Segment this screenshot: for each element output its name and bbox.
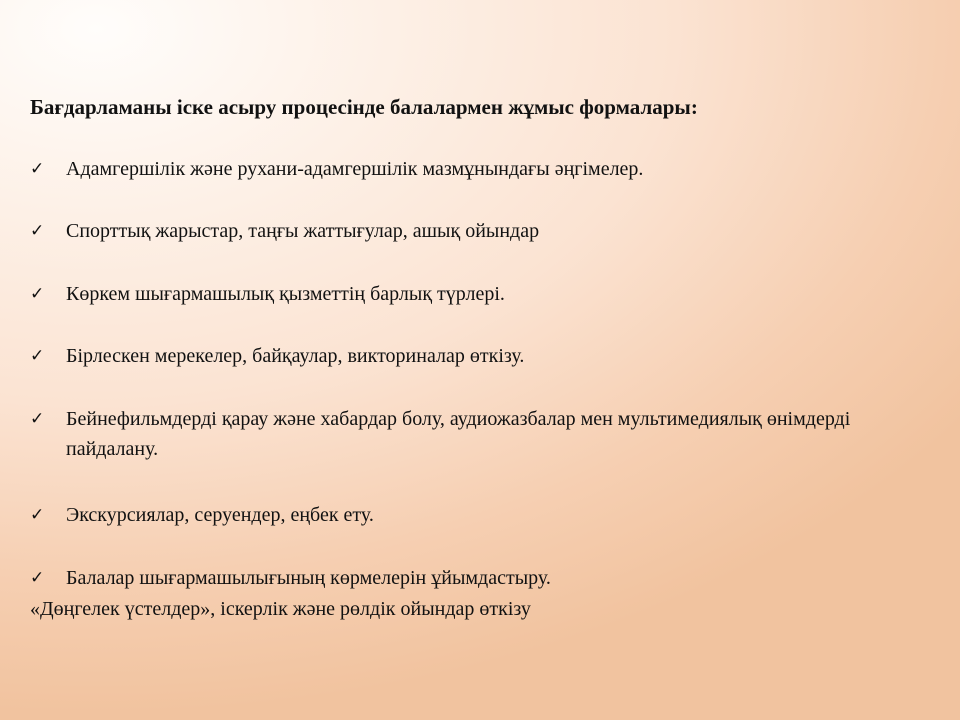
list-item xyxy=(30,154,930,184)
checkmark-icon: ✓ xyxy=(30,221,45,241)
list-item-text: Бірлескен мерекелер, байқаулар, викториналар өткізу. xyxy=(66,345,525,367)
list-item-text: Көркем шығармашылық қызметтің барлық түрлері. xyxy=(66,283,505,305)
list-item-text: Балалар шығармашылығының көрмелерін ұйымдастыру. xyxy=(66,567,551,589)
checkmark-icon: ✓ xyxy=(30,409,45,429)
list-item xyxy=(30,404,930,464)
slide-title: Бағдарламаны іске асыру процесінде балалармен жұмыс формалары: xyxy=(30,95,698,119)
list-item-text: Адамгершілік және рухани-адамгершілік мазмұнындағы әңгімелер. xyxy=(66,158,644,180)
list-item xyxy=(30,341,930,371)
checkmark-icon: ✓ xyxy=(30,568,45,588)
footer-text: «Дөңгелек үстелдер», іскерлік және рөлдік ойындар өткізу xyxy=(30,598,531,620)
checkmark-icon: ✓ xyxy=(30,505,45,525)
checkmark-icon: ✓ xyxy=(30,159,45,179)
list-item xyxy=(30,279,930,309)
list-item-text: Спорттық жарыстар, таңғы жаттығулар, ашық ойындар xyxy=(66,220,540,242)
list-item xyxy=(30,563,930,593)
list-item-text: Бейнефильмдерді қарау және хабардар болу, аудиожазбалар мен мультимедиялық өнімдерді пайдалану. xyxy=(66,408,851,460)
list-item-text: Экскурсиялар, серуендер, еңбек ету. xyxy=(66,504,374,526)
list-item xyxy=(30,216,930,246)
checkmark-icon: ✓ xyxy=(30,346,45,366)
list-item xyxy=(30,500,930,530)
checkmark-icon: ✓ xyxy=(30,284,45,304)
